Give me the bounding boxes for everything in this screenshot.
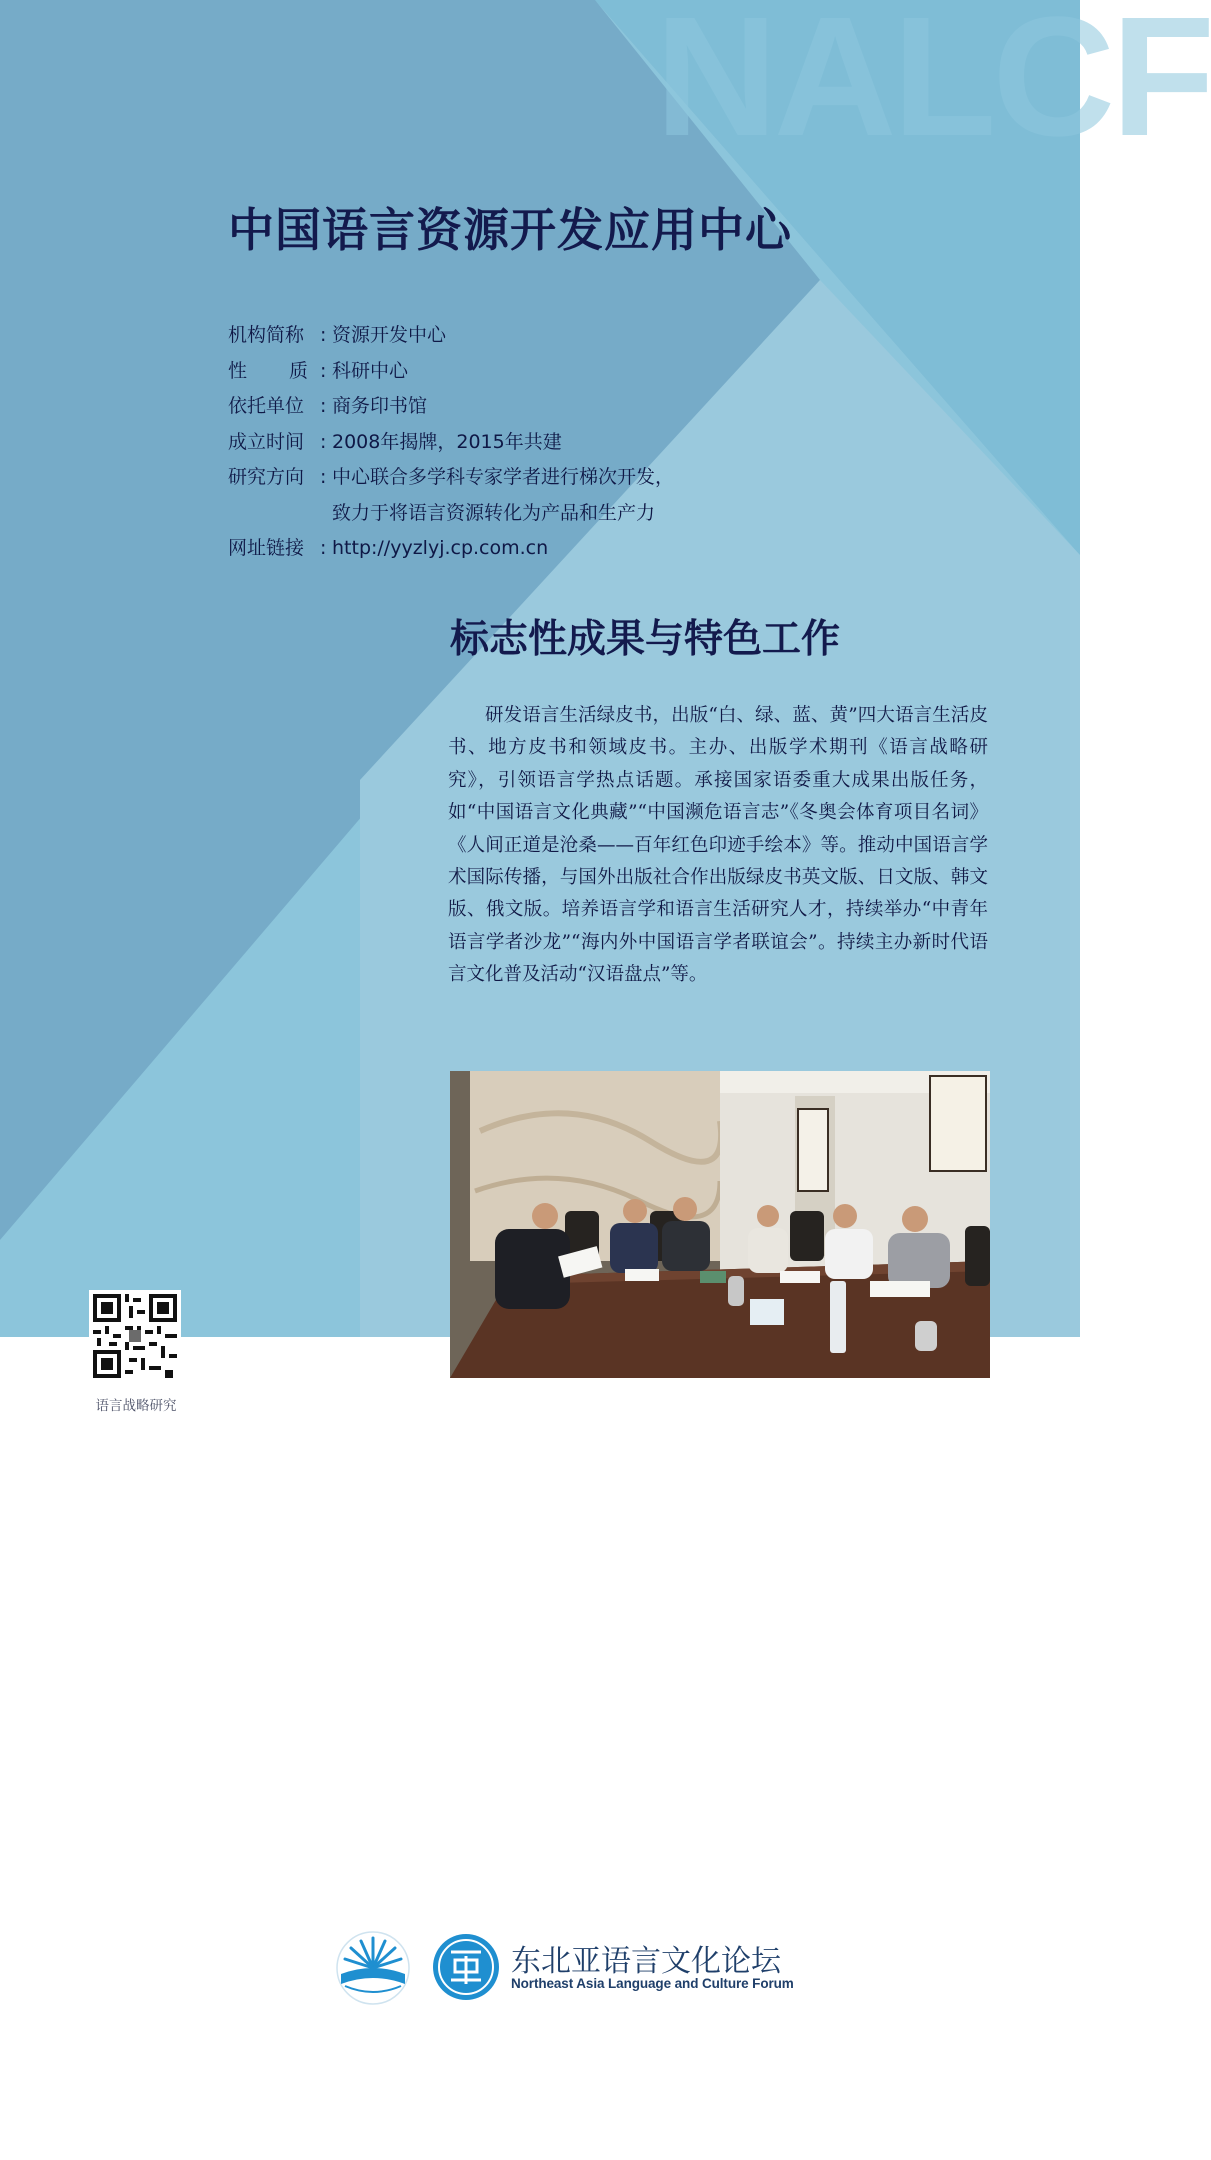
info-label: 网址链接 [228,537,305,559]
info-value: 2008年揭牌，2015年共建 [332,430,562,453]
info-row: 研究方向 : 中心联合多学科专家学者进行梯次开发， [228,460,748,496]
institute-logo-icon [335,1928,411,2006]
forum-name-en: Northeast Asia Language and Culture Forum [511,1976,794,1991]
info-label: 机构简称 [228,324,305,346]
info-value: 资源开发中心 [332,324,447,346]
info-value: 商务印书馆 [332,395,428,417]
info-label [228,354,320,390]
info-row: 性 质 : 科研中心 [228,354,748,390]
meeting-photo [450,1071,990,1378]
info-label: 研究方向 [228,466,305,488]
forum-logo-icon [431,1932,501,2002]
info-row: 成立时间 : 2008年揭牌，2015年共建 [228,425,748,461]
watermark-text: NALCF [655,0,1211,172]
info-label: 成立时间 [228,430,305,453]
info-row: 依托单位 : 商务印书馆 [228,389,748,425]
info-label [228,496,320,532]
qr-code[interactable] [89,1290,181,1382]
website-link[interactable]: http://yyzlyj.cp.com.cn [332,537,549,559]
info-value: 致力于将语言资源转化为产品和生产力 [332,501,656,524]
forum-name-cn: 东北亚语言文化论坛 [511,1944,781,1979]
info-row [228,496,748,532]
info-label: 依托单位 [228,395,305,417]
page-title: 中国语言资源开发应用中心 [228,203,792,257]
section-title: 标志性成果与特色工作 [450,617,841,662]
info-row: 机构简称 : 资源开发中心 [228,318,748,354]
footer-logos [335,1928,794,2008]
info-row: 网址链接 : http://yyzlyj.cp.com.cn [228,531,748,567]
achievements-paragraph: 研发语言生活绿皮书，出版“白、绿、蓝、黄”四大语言生活皮书、地方皮书和领域皮书。主办、出版学术期刊《语言战略研究》，引领语言学热点话题。承接国家语委重大成果出版任务，如“中国语言文化典藏”“中国濒危语言志”《冬奥会体育项目名词》《人间正道是沧桑——百年红色印迹手绘本》等。推动中国语言学术国际传播，与国外出版社合作出版绿皮书英文版、日文版、韩文版、俄文版。培养语言学和语言生活研究人才，持续举办“中青年语言学者沙龙”“海内外中国语言学者联谊会”。持续主办新时代语言文化普及活动“汉语盘点”等。 [448,705,988,986]
info-list [228,318,748,567]
info-label-spread: 性 质 [228,359,308,382]
qr-caption: 语言战略研究 [95,1398,177,1414]
info-value: 科研中心 [332,359,409,382]
info-value: 中心联合多学科专家学者进行梯次开发， [332,466,675,488]
